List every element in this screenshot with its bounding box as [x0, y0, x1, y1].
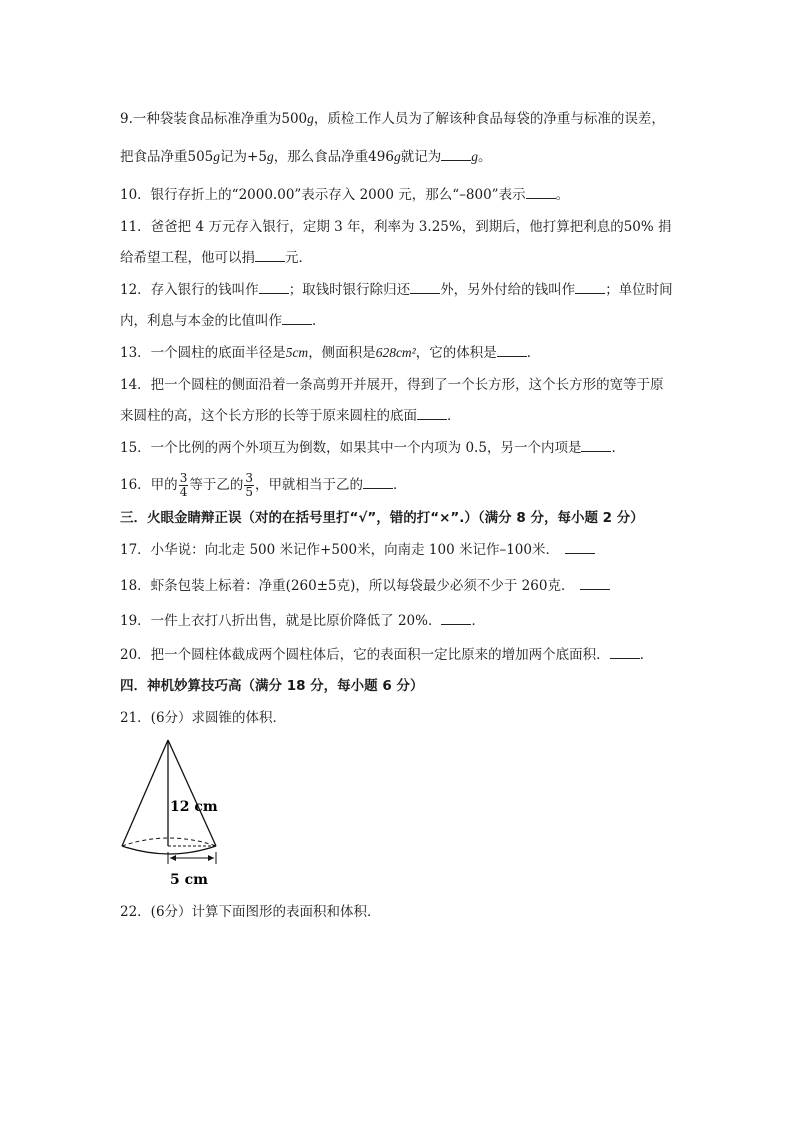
question-12-line-2: 内，利息与本金的比值叫作 ． [120, 313, 326, 329]
answer-blank[interactable] [497, 344, 527, 357]
question-22: 22．(6分）计算下面图形的表面积和体积． [120, 904, 381, 920]
cone-height-label: 12 cm [170, 799, 218, 815]
question-11-line-2: 给希望工程，他可以捐 元． [120, 250, 312, 266]
answer-blank[interactable] [580, 577, 610, 590]
answer-blank[interactable] [610, 646, 640, 659]
answer-blank[interactable] [565, 541, 595, 554]
question-17: 17．小华说：向北走 500 米记作+500米，向南走 100 米记作–100米． [120, 541, 595, 559]
answer-blank[interactable] [255, 249, 285, 262]
question-15: 15．一个比例的两个外项互为倒数，如果其中一个内项为 0.5，另一个内项是 ． [120, 440, 625, 456]
answer-blank[interactable] [282, 312, 312, 325]
question-16: 16．甲的 $\frac{3}{4}$ 等于乙的 $\frac{3}{5}$ ，甲就相当于乙的 ． [120, 471, 407, 499]
arrow-right-icon [208, 855, 214, 861]
answer-blank[interactable] [526, 186, 556, 199]
question-9-line-2: 把食品净重505g记为+5g，那么食品净重496g就记为 g。 [120, 149, 492, 165]
question-11-line-1: 11．爸爸把 4 万元存入银行，定期 3 年，利率为 3.25%，到期后，他打算把利息的50% 捐 [120, 219, 672, 235]
question-19: 19．一件上衣打八折出售，就是比原价降低了 20%． ． [120, 613, 485, 629]
question-10: 10．银行存折上的“2000.00”表示存入 2000 元，那么“–800”表示 。 [120, 187, 570, 203]
cone-base-back-arc [122, 838, 216, 846]
cone-radius-label: 5 cm [170, 872, 208, 888]
cone-right-edge [168, 740, 216, 846]
answer-blank[interactable] [581, 439, 611, 452]
question-20: 20．把一个圆柱体截成两个圆柱体后，它的表面积一定比原来的增加两个底面积． ． [120, 647, 654, 663]
section-3-heading: 三．火眼金睛辩正误（对的在括号里打“√”，错的打“×”.）（满分 8 分，每小题 2 分） [120, 510, 644, 526]
cone-figure [118, 738, 228, 888]
answer-blank[interactable] [363, 476, 393, 489]
answer-blank[interactable] [417, 407, 447, 420]
cone-left-edge [122, 740, 168, 846]
question-13: 13．一个圆柱的底面半径是5cm，侧面积是628cm²，它的体积是 ． [120, 345, 541, 361]
question-18: 18．虾条包装上标着：净重(260±5克)，所以每袋最少必须不少于 260克． [120, 577, 610, 595]
answer-blank[interactable] [259, 281, 289, 294]
answer-blank[interactable] [410, 281, 440, 294]
question-14-line-2: 来圆柱的高，这个长方形的长等于原来圆柱的底面 ． [120, 408, 461, 424]
answer-blank[interactable] [441, 612, 471, 625]
question-12-line-1: 12．存入银行的钱叫作 ；取钱时银行除归还 外，另外付给的钱叫作 ；单位时间 [120, 282, 673, 298]
question-14-line-1: 14．把一个圆柱的侧面沿着一条高剪开并展开，得到了一个长方形，这个长方形的宽等于原 [120, 377, 664, 393]
question-9-line-1: 9.一种袋装食品标准净重为500g，质检工作人员为了解该种食品每袋的净重与标准的误差， [120, 111, 665, 127]
answer-blank[interactable] [441, 148, 471, 161]
question-21: 21．(6分）求圆锥的体积． [120, 710, 287, 726]
fraction-3-5: $\frac{3}{5}$ [245, 471, 253, 499]
arrow-left-icon [170, 855, 176, 861]
fraction-3-4: $\frac{3}{4}$ [179, 471, 188, 499]
answer-blank[interactable] [575, 281, 605, 294]
section-4-heading: 四．神机妙算技巧高（满分 18 分，每小题 6 分） [120, 678, 424, 694]
cone-base-front-arc [122, 846, 216, 854]
